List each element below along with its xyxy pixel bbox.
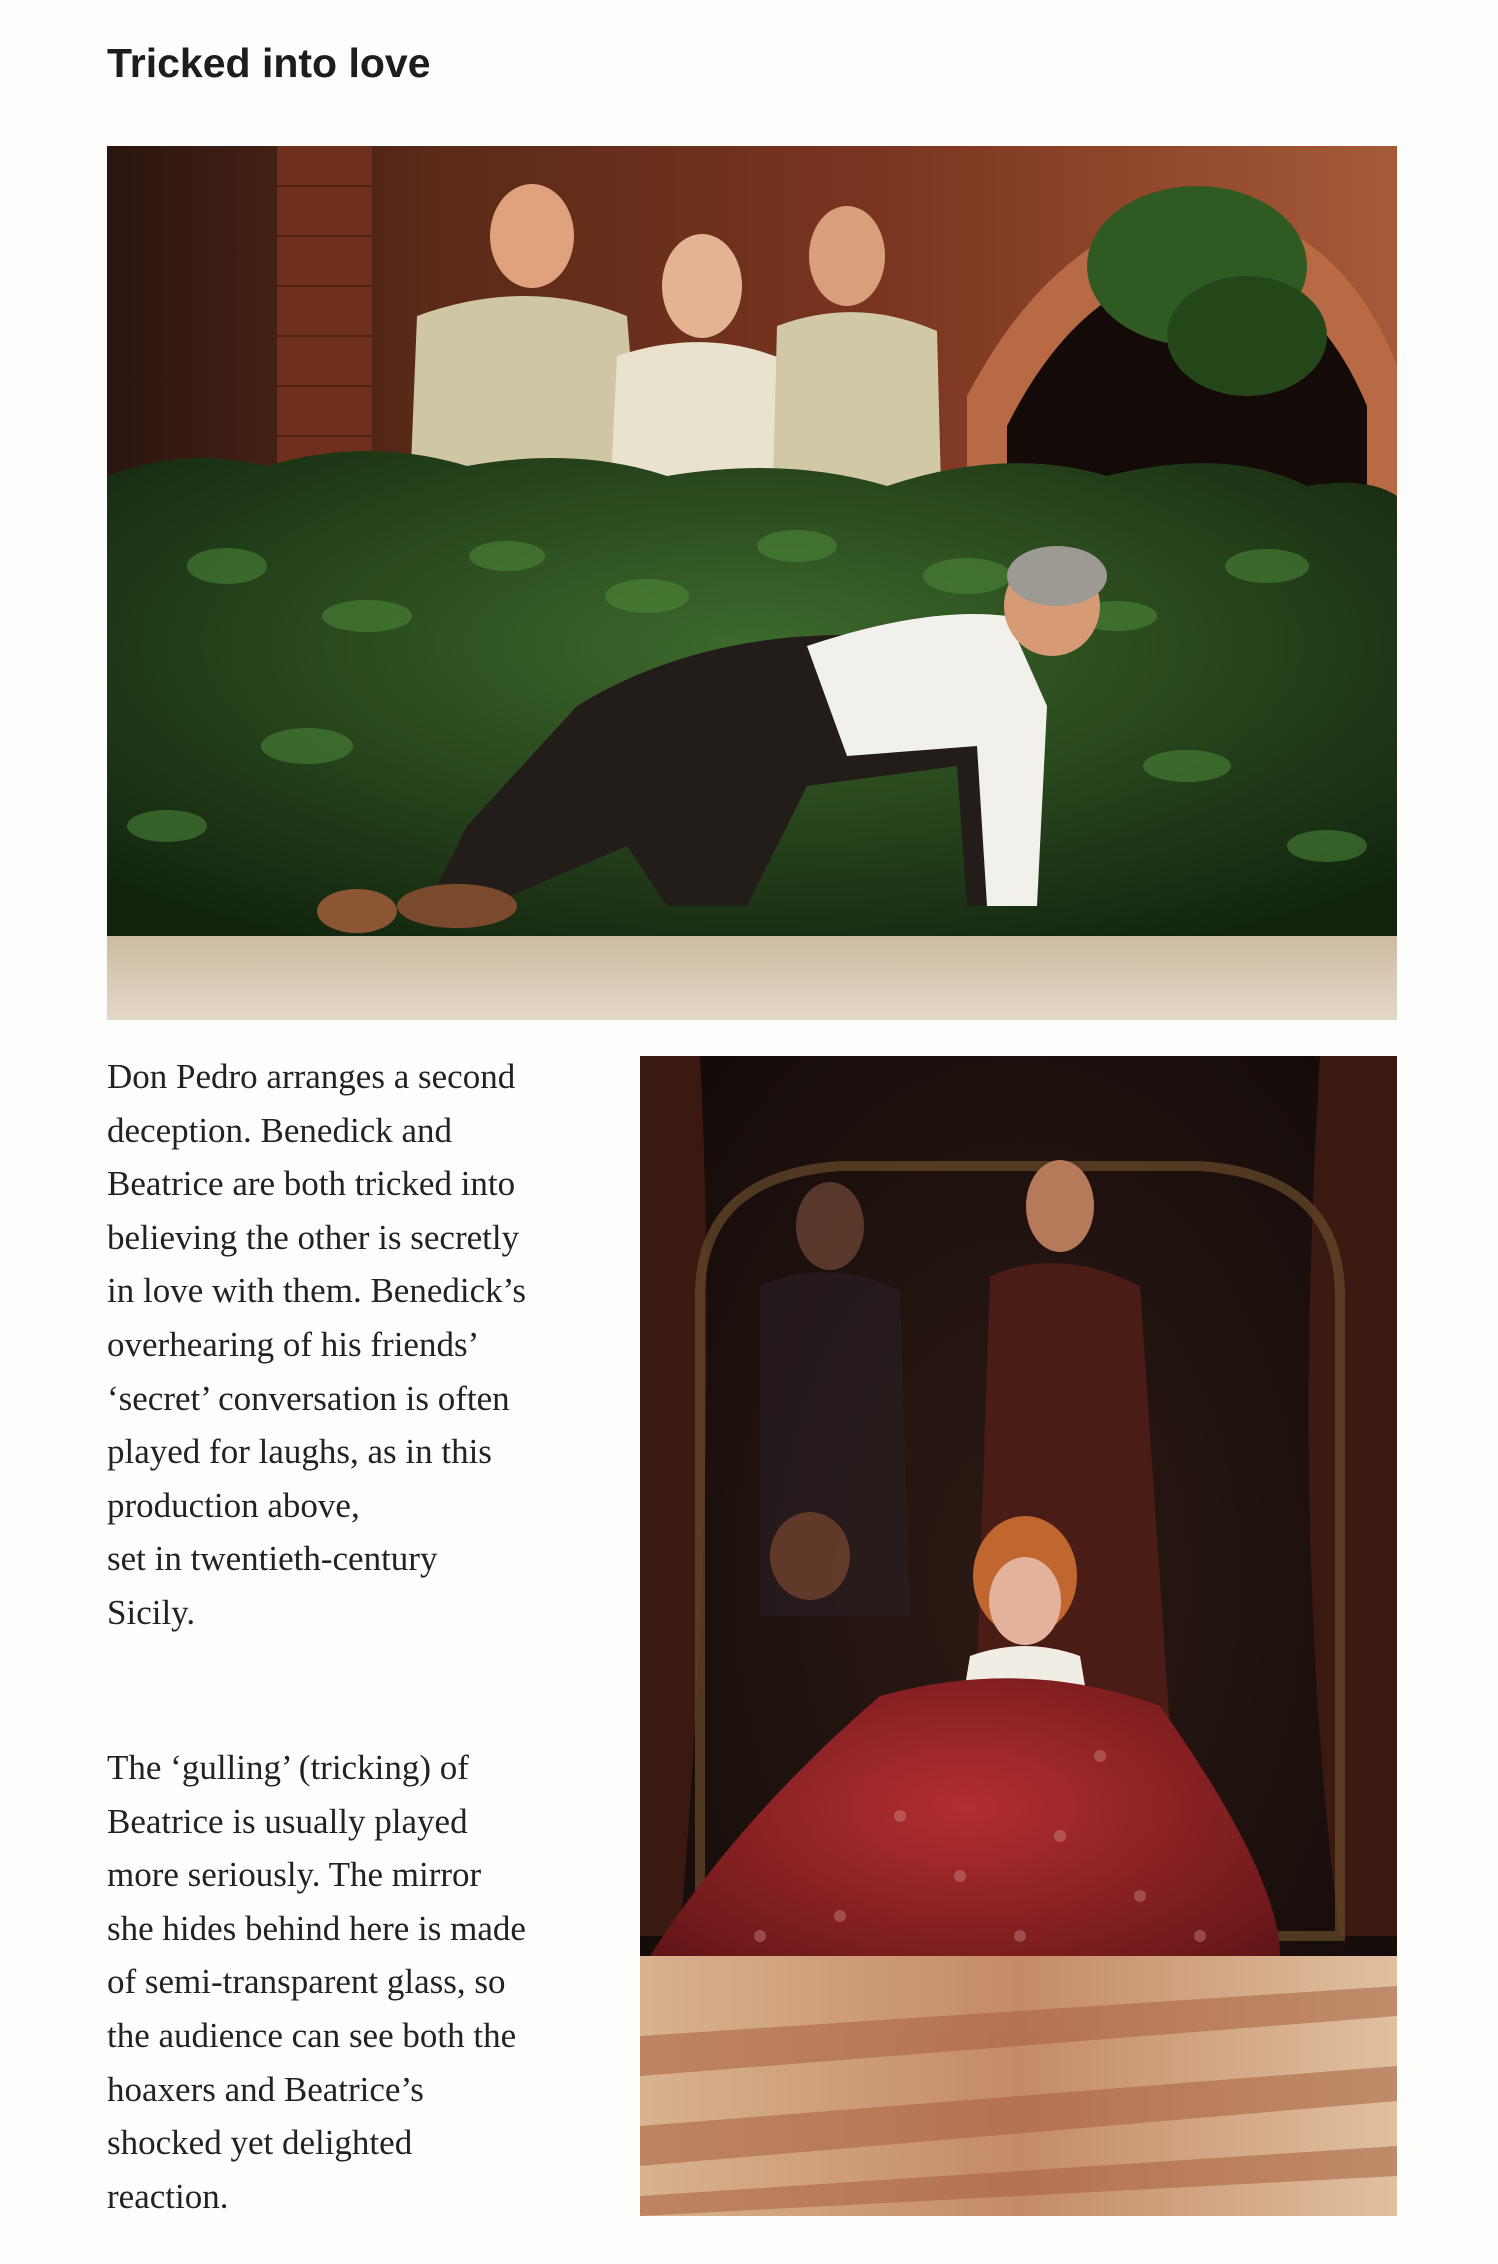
caption-line: Beatrice is usually played [107,1801,468,1841]
caption-line: set in twentieth-century [107,1539,438,1579]
caption-line: played for laughs, as in this [107,1432,492,1472]
photo-hedge-scene-image [107,146,1397,1020]
caption-line: more seriously. The mirror [107,1855,482,1895]
caption-line: production above, [107,1485,360,1525]
caption-line: overhearing of his friends’ [107,1324,480,1364]
caption-line: Beatrice are both tricked into [107,1164,516,1204]
caption-line: believing the other is secretly [107,1217,520,1257]
caption-line: hoaxers and Beatrice’s [107,2069,424,2109]
caption-line: The ‘gulling’ (tricking) of [107,1748,469,1787]
page-title: Tricked into love [107,40,431,86]
caption-line: of semi-transparent glass, so [107,1962,506,2002]
caption-line: in love with them. Benedick’s [107,1271,526,1311]
caption-line: the audience can see both the [107,2015,517,2055]
photo-mirror-scene [640,1056,1397,2216]
caption-line: Don Pedro arranges a second [107,1057,516,1096]
caption-hedge-scene [107,1050,607,1640]
caption-mirror-scene [107,1741,607,2223]
photo-hedge-scene [107,146,1397,1020]
caption-line: deception. Benedick and [107,1110,453,1150]
caption-line: she hides behind here is made [107,1908,526,1948]
caption-line: shocked yet delighted [107,2123,413,2163]
photo-mirror-scene-image [640,1056,1397,2216]
caption-line: ‘secret’ conversation is often [107,1378,510,1418]
caption-line: reaction. [107,2176,229,2216]
caption-line: Sicily. [107,1592,196,1632]
